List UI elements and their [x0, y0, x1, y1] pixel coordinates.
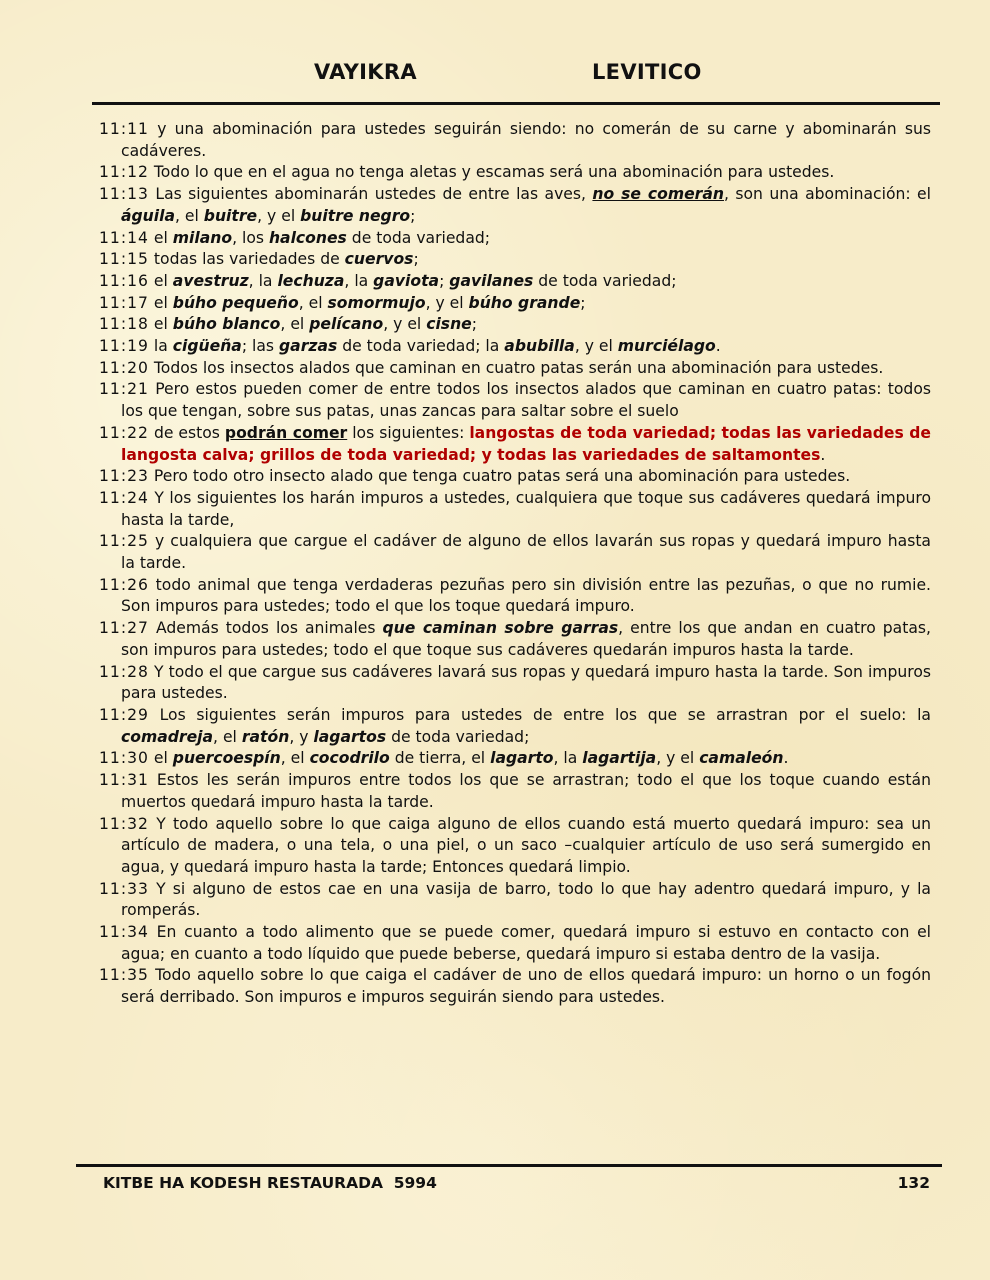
- verse-text: .: [715, 337, 721, 356]
- verse-text: , el: [280, 749, 310, 768]
- verse-text: de toda variedad;: [386, 727, 530, 746]
- verse-text: , el: [280, 315, 310, 334]
- page-footer: [76, 1164, 942, 1203]
- emphasis-text: halcones: [268, 228, 347, 247]
- verse-reference: 11:24: [99, 488, 149, 507]
- verse-text: Y si alguno de estos cae en una vasija de barro, todo lo que hay adentro quedará impuro, y la romperás.: [121, 879, 931, 920]
- verse-text: , entre los que andan en cuatro patas, son impuros para ustedes; todo el que toque sus cadáveres quedarán impuros hasta la tarde.: [121, 619, 931, 659]
- verse-text: , y el: [425, 293, 469, 312]
- verse-text: el: [148, 293, 173, 312]
- verse-text: , el: [175, 206, 204, 225]
- verse-reference: 11:15: [99, 250, 149, 269]
- footer-book-title: KITBE HA KODESH RESTAURADA 5994: [103, 1174, 437, 1192]
- verse: [99, 314, 931, 336]
- verse-text: , y: [289, 727, 314, 746]
- verse: [99, 705, 931, 748]
- verse-text: Y todo aquello sobre lo que caiga alguno de ellos cuando está muerto quedará impuro: sea un artículo de madera, o una tela, o una piel, o un saco –cualquier artículo de uso será sumergido en agua, y quedará impuro hasta la tarde; Entonces quedará limpio.: [121, 814, 931, 876]
- verse-text: Pero todo otro insecto alado que tenga cuatro patas será una abominación para ustedes.: [148, 467, 851, 486]
- verse-reference: 11:34: [99, 923, 149, 942]
- verse-text: y una abominación para ustedes seguirán siendo: no comerán de su carne y abominarán sus cadáveres.: [121, 120, 931, 160]
- verse-reference: 11:31: [99, 771, 149, 790]
- verse: [99, 488, 931, 531]
- verse-text: Y los siguientes los harán impuros a ustedes, cualquiera que toque sus cadáveres quedará impuro hasta la tarde,: [121, 488, 931, 529]
- emphasis-text: búho pequeño: [172, 293, 299, 312]
- verse-text: , el: [213, 727, 242, 746]
- verse: [99, 162, 931, 184]
- header-title-levitico: LEVITICO: [592, 60, 702, 84]
- verse: [99, 423, 931, 466]
- emphasis-text: podrán comer: [224, 423, 348, 442]
- verse-text: Y todo el que cargue sus cadáveres lavará sus ropas y quedará impuro hasta la tarde. Son impuros para ustedes.: [121, 662, 931, 703]
- emphasis-text: langostas de toda variedad; todas las variedades de langosta calva; grillos de toda variedad; y todas las variedades de saltamontes: [121, 423, 931, 464]
- verse-text: de toda variedad;: [533, 271, 677, 290]
- verse-reference: 11:33: [99, 879, 149, 898]
- verse-reference: 11:30: [99, 749, 149, 768]
- verse: [99, 249, 931, 271]
- scripture-text: [99, 119, 931, 1009]
- verse-reference: 11:21: [99, 380, 149, 399]
- page-number: 132: [897, 1174, 930, 1192]
- verse-reference: 11:16: [99, 271, 149, 290]
- verse-reference: 11:14: [99, 228, 149, 247]
- verse-text: el: [148, 315, 173, 334]
- verse-text: , los: [232, 228, 269, 247]
- verse-text: Todo lo que en el agua no tenga aletas y escamas será una abominación para ustedes.: [148, 163, 835, 182]
- verse-text: .: [820, 445, 826, 464]
- verse: [99, 662, 931, 705]
- verse: [99, 922, 931, 965]
- verse: [99, 575, 931, 618]
- emphasis-text: pelícano: [309, 315, 384, 334]
- verse-text: ; las: [241, 337, 280, 356]
- verse-text: de estos: [148, 423, 225, 442]
- emphasis-text: lagartija: [582, 749, 657, 768]
- verse-reference: 11:26: [99, 575, 149, 594]
- verse: [99, 965, 931, 1008]
- emphasis-text: milano: [172, 228, 233, 247]
- verse-text: , la: [344, 271, 374, 290]
- verse-text: Los siguientes serán impuros para ustedes de entre los que se arrastran por el suelo: la: [148, 705, 931, 724]
- verse-text: ;: [580, 293, 586, 312]
- emphasis-text: murciélago: [617, 337, 716, 356]
- verse-text: , y el: [383, 315, 427, 334]
- emphasis-text: cigüeña: [172, 337, 242, 356]
- verse-text: de toda variedad;: [346, 228, 491, 247]
- verse: [99, 748, 931, 770]
- verse: [99, 618, 931, 661]
- verse-reference: 11:27: [99, 619, 149, 638]
- header-title-vayikra: VAYIKRA: [314, 60, 417, 84]
- emphasis-text: buitre: [203, 206, 258, 225]
- verse-reference: 11:13: [99, 185, 149, 204]
- verse-text: Las siguientes abominarán ustedes de entre las aves,: [148, 185, 593, 204]
- verse-text: Además todos los animales: [148, 619, 383, 638]
- verse-text: ;: [413, 250, 419, 269]
- verse-text: ;: [410, 206, 416, 225]
- emphasis-text: ratón: [241, 727, 290, 746]
- verse-text: , y el: [574, 337, 618, 356]
- verse-reference: 11:18: [99, 315, 149, 334]
- verse-text: ;: [471, 315, 478, 334]
- emphasis-text: garzas: [279, 337, 338, 356]
- verse-reference: 11:28: [99, 662, 149, 681]
- emphasis-text: que caminan sobre garras: [382, 619, 619, 638]
- verse: [99, 879, 931, 922]
- verse: [99, 228, 931, 250]
- verse-reference: 11:23: [99, 467, 149, 486]
- verse-text: el: [148, 271, 173, 290]
- verse: [99, 531, 931, 574]
- verse-text: el: [148, 749, 173, 768]
- emphasis-text: buitre negro: [300, 206, 411, 225]
- verse: [99, 814, 931, 879]
- verse-text: , la: [248, 271, 278, 290]
- verse-text: y cualquiera que cargue el cadáver de alguno de ellos lavarán sus ropas y quedará impuro hasta la tarde.: [121, 532, 931, 573]
- verse-text: el: [148, 228, 173, 247]
- verse-text: de toda variedad; la: [337, 337, 505, 356]
- verse-reference: 11:12: [99, 163, 149, 182]
- emphasis-text: avestruz: [172, 271, 249, 290]
- emphasis-text: cocodrilo: [309, 749, 390, 768]
- page-header: [92, 58, 940, 105]
- emphasis-text: cuervos: [344, 250, 414, 269]
- verse-text: Todos los insectos alados que caminan en cuatro patas serán una abominación para ustedes.: [148, 358, 884, 377]
- verse-text: ;: [439, 271, 450, 290]
- verse-reference: 11:22: [99, 423, 149, 442]
- emphasis-text: búho blanco: [172, 315, 281, 334]
- verse-text: , y el: [257, 206, 301, 225]
- verse-reference: 11:32: [99, 814, 149, 833]
- verse-reference: 11:20: [99, 358, 149, 377]
- verse: [99, 293, 931, 315]
- verse: [99, 466, 931, 488]
- emphasis-text: no se comerán: [592, 185, 724, 204]
- verse-text: , son una abominación: el: [723, 185, 931, 204]
- verse-text: los siguientes:: [347, 423, 470, 442]
- emphasis-text: búho grande: [468, 293, 581, 312]
- verse: [99, 336, 931, 358]
- emphasis-text: gaviota: [373, 271, 440, 290]
- verse: [99, 379, 931, 422]
- verse-text: de tierra, el: [389, 749, 491, 768]
- verse-text: En cuanto a todo alimento que se puede comer, quedará impuro si estuvo en contacto con el agua; en cuanto a todo líquido que puede beberse, quedará impuro si estaba dentro de la vasija.: [121, 923, 931, 963]
- verse-text: la: [148, 337, 173, 356]
- emphasis-text: comadreja: [121, 727, 214, 746]
- emphasis-text: águila: [121, 206, 175, 225]
- emphasis-text: lechuza: [277, 271, 345, 290]
- emphasis-text: gavilanes: [449, 271, 534, 290]
- verse: [99, 271, 931, 293]
- verse-reference: 11:17: [99, 293, 149, 312]
- verse-text: Estos les serán impuros entre todos los que se arrastran; todo el que los toque cuando están muertos quedará impuro hasta la tarde.: [121, 771, 931, 811]
- emphasis-text: somormujo: [327, 293, 426, 312]
- verse-text: todas las variedades de: [148, 250, 345, 269]
- verse: [99, 770, 931, 813]
- verse-text: Todo aquello sobre lo que caiga el cadáver de uno de ellos quedará impuro: un horno o un fogón será derribado. Son impuros e impuros seguirán siendo para ustedes.: [121, 966, 931, 1007]
- verse-text: todo animal que tenga verdaderas pezuñas pero sin división entre las pezuñas, o que no rumie. Son impuros para ustedes; todo el que los toque quedará impuro.: [121, 575, 931, 616]
- verse: [99, 119, 931, 162]
- emphasis-text: camaleón: [699, 749, 784, 768]
- emphasis-text: lagartos: [313, 727, 387, 746]
- verse-reference: 11:35: [99, 966, 149, 985]
- verse-text: .: [783, 749, 789, 768]
- emphasis-text: lagarto: [490, 749, 554, 768]
- verse-reference: 11:19: [99, 337, 149, 356]
- verse-reference: 11:29: [99, 705, 149, 724]
- emphasis-text: cisne: [426, 315, 472, 334]
- verse-reference: 11:25: [99, 532, 149, 551]
- verse: [99, 184, 931, 227]
- verse-text: , la: [553, 749, 583, 768]
- emphasis-text: puercoespín: [172, 749, 281, 768]
- verse: [99, 358, 931, 380]
- emphasis-text: abubilla: [504, 337, 575, 356]
- verse-reference: 11:11: [99, 120, 149, 138]
- verse-text: , y el: [656, 749, 700, 768]
- verse-text: , el: [298, 293, 328, 312]
- verse-text: Pero estos pueden comer de entre todos los insectos alados que caminan en cuatro patas: todos los que tengan, sobre sus patas, unas zancas para saltar sobre el suelo: [121, 380, 931, 421]
